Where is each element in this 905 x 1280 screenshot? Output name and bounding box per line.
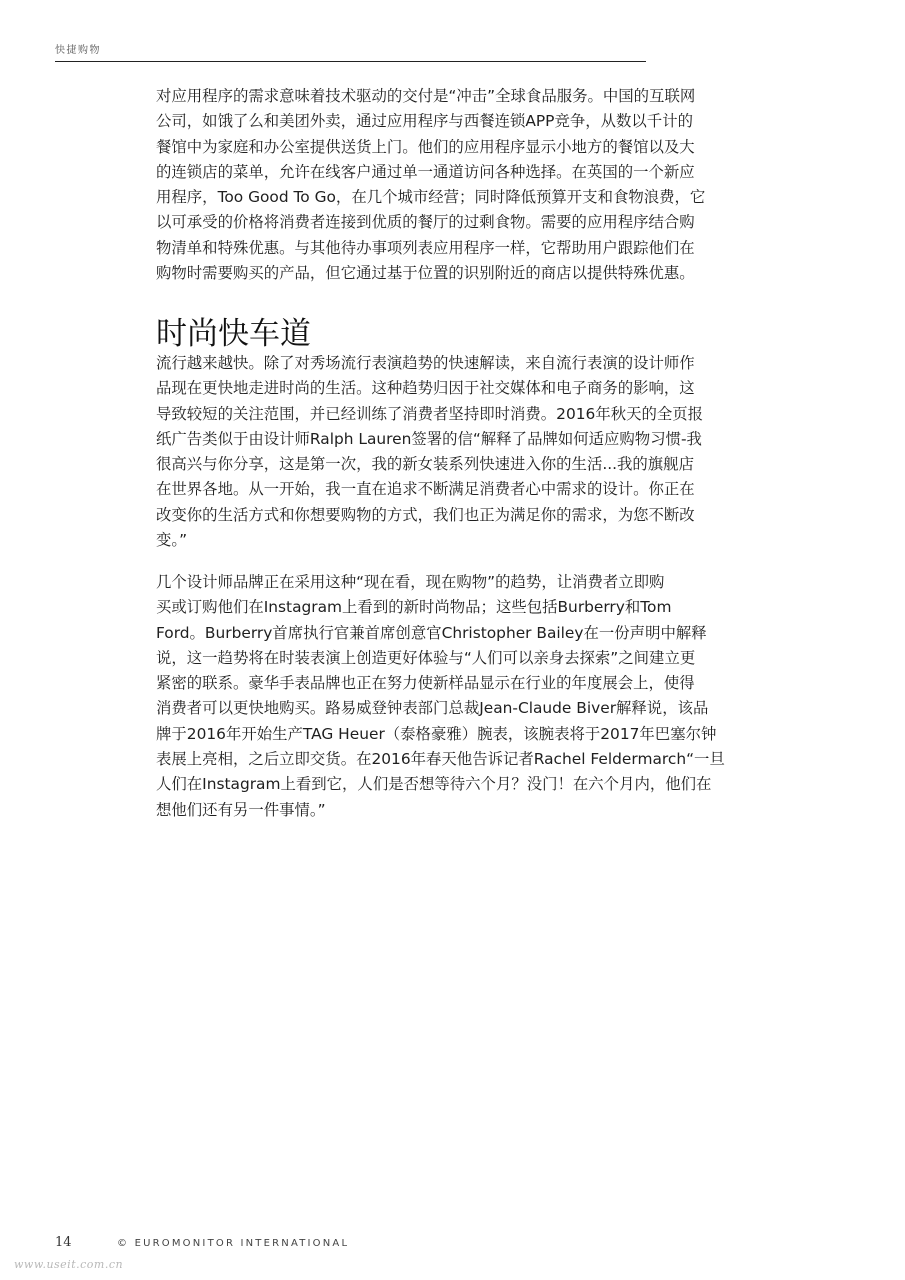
- paragraph-line: 买或订购他们在Instagram上看到的新时尚物品；这些包括Burberry和Tom: [156, 598, 672, 617]
- paragraph-line: 流行越来越快。除了对秀场流行表演趋势的快速解读，来自流行表演的设计师作: [156, 354, 695, 372]
- paragraph-line: Ford。Burberry首席执行官兼首席创意官Christopher Bailey在一份声明中解释: [156, 623, 707, 642]
- header-section-label: 快捷购物: [55, 45, 101, 56]
- paragraph-line: 的连锁店的菜单，允许在线客户通过单一通道访问各种选择。在英国的一个新应: [156, 162, 695, 181]
- paragraph-line: 改变你的生活方式和你想要购物的方式，我们也正为满足你的需求，为您不断改: [156, 505, 695, 524]
- paragraph-line: 导致较短的关注范围，并已经训练了消费者坚持即时消费。2016年秋天的全页报: [156, 404, 704, 423]
- paragraph-line: 纸广告类似于由设计师Ralph Lauren签署的信“解释了品牌如何适应购物习惯-我: [156, 429, 702, 448]
- paragraph-line: 表展上亮相，之后立即交货。在2016年春天他告诉记者Rachel Feldermarch“一旦: [156, 750, 725, 769]
- paragraph-line: 品现在更快地走进时尚的生活。这种趋势归因于社交媒体和电子商务的影响，这: [156, 379, 695, 398]
- paragraph-line: 购物时需要购买的产品，但它通过基于位置的识别附近的商店以提供特殊优惠。: [156, 264, 695, 283]
- paragraph-line: 公司，如饿了么和美团外卖，通过应用程序与西餐连锁APP竞争，从数以千计的: [156, 112, 693, 131]
- paragraph-line: 变。”: [156, 531, 188, 550]
- paragraph-line: 人们在Instagram上看到它，人们是否想等待六个月？没门！在六个月内，他们在: [156, 775, 712, 794]
- watermark: www.useit.com.cn: [14, 1258, 124, 1271]
- paragraph-line: 紧密的联系。豪华手表品牌也正在努力使新样品显示在行业的年度展会上，使得: [156, 674, 695, 693]
- footer-brand: © EUROMONITOR INTERNATIONAL: [117, 1238, 350, 1249]
- section-title: 时尚快车道: [156, 316, 311, 352]
- paragraph-line: 以可承受的价格将消费者连接到优质的餐厅的过剩食物。需要的应用程序结合购: [156, 213, 695, 232]
- paragraph-fashion-fast-lane: [156, 351, 703, 553]
- paragraph-line: 消费者可以更快地购买。路易威登钟表部门总裁Jean-Claude Biver解释说，该品: [156, 699, 709, 718]
- paragraph-line: 用程序，Too Good To Go，在几个城市经营；同时降低预算开支和食物浪费，它: [156, 188, 706, 207]
- paragraph-line: 很高兴与你分享，这是第一次，我的新女装系列快速进入你的生活...我的旗舰店: [156, 455, 694, 474]
- paragraph-see-now-buy-now: [156, 570, 725, 823]
- paragraph-line: 餐馆中为家庭和办公室提供送货上门。他们的应用程序显示小地方的餐馆以及大: [156, 137, 695, 156]
- header-divider: [55, 61, 646, 62]
- paragraph-food-delivery-apps: [156, 84, 705, 286]
- paragraph-line: 想他们还有另一件事情。”: [156, 800, 326, 819]
- paragraph-line: 说，这一趋势将在时装表演上创造更好体验与“人们可以亲身去探索”之间建立更: [156, 648, 696, 667]
- paragraph-line: 对应用程序的需求意味着技术驱动的交付是“冲击”全球食品服务。中国的互联网: [156, 87, 696, 105]
- paragraph-line: 物清单和特殊优惠。与其他待办事项列表应用程序一样，它帮助用户跟踪他们在: [156, 238, 695, 257]
- paragraph-line: 几个设计师品牌正在采用这种“现在看，现在购物”的趋势，让消费者立即购: [156, 573, 665, 591]
- paragraph-line: 牌于2016年开始生产TAG Heuer（泰格豪雅）腕表，该腕表将于2017年巴塞尔钟: [156, 724, 717, 743]
- page-number: 14: [55, 1235, 72, 1250]
- paragraph-line: 在世界各地。从一开始，我一直在追求不断满足消费者心中需求的设计。你正在: [156, 480, 695, 499]
